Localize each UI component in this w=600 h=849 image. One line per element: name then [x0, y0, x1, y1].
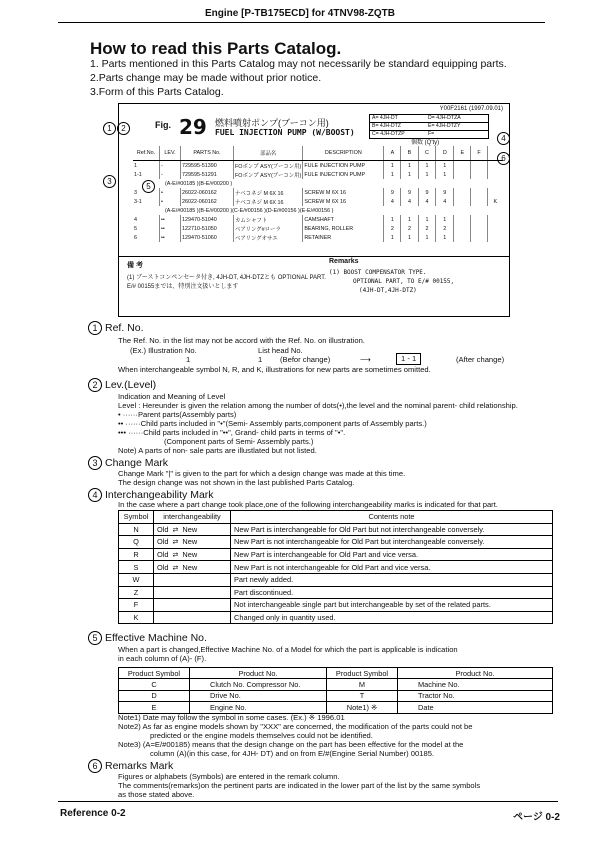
ic-content: Part discontinued. [231, 586, 553, 599]
ic-old: Old [157, 550, 169, 560]
parts-cell: 122710-51050 [181, 224, 234, 233]
exchange-arrow-icon: ⇄ [172, 552, 179, 560]
parts-cell [471, 188, 487, 197]
parts-cell: •• [160, 233, 181, 242]
parts-row [133, 170, 503, 179]
effective-machine-table [118, 667, 553, 714]
fig-label: Fig. [155, 120, 171, 130]
parts-cell: CAMSHAFT [303, 215, 384, 224]
parts-cell: FULE INJECTION PUMP [303, 170, 384, 179]
em-cell: Date [398, 702, 553, 713]
model-c: C= 4JH-DTZP [372, 131, 405, 137]
lev-note: Note) A parts of non- sale parts are illustlated but not listed. [118, 446, 317, 455]
exchange-arrow-icon: ⇄ [172, 526, 179, 534]
lev-l3: ••• ······Child parts included in "••", Grand- child parts in terms of "•". [118, 428, 346, 437]
ref-after-val: 1 - 1 [396, 353, 421, 365]
parts-cell: ベアリングオサエ [234, 233, 303, 242]
change-line-2: The design change was not shown in the last published Parts Catalog. [118, 478, 355, 487]
eff-note2a: Note2) As far as engine models shown by "XXX" are concerned, the modification of the parts could not be [118, 722, 473, 731]
parts-cell [471, 197, 487, 206]
ic-content: New Part is not interchangeable for Old Part and vice versa. [231, 561, 553, 574]
parts-cell: 26022-060162 [181, 197, 234, 206]
parts-row [133, 215, 503, 224]
ic-content: New Part is not interchangeable for Old Part but interchangeable conversely. [231, 536, 553, 549]
ic-symbol: F [119, 599, 154, 612]
col-jp-name: 部品名 [234, 146, 303, 161]
em-row [119, 679, 553, 690]
remarks-en-line-1: (1) BOOST COMPENSATOR TYPE. [329, 269, 427, 276]
eff-note3a: Note3) (A=E/#00185) means that the design change on the part has been effective for the model at the [118, 740, 464, 749]
section-change-mark [88, 456, 168, 470]
footer-page: ページ 0-2 [512, 812, 560, 823]
col-c: C [418, 146, 436, 161]
em-cell: Clutch No. Compressor No. [190, 679, 327, 690]
model-e: E= 4JH-DTZY [428, 123, 461, 129]
ic-symbol: K [119, 611, 154, 624]
em-cell: Drive No. [190, 690, 327, 701]
ic-mark [154, 536, 231, 549]
parts-cell: FOボンプ ASY(ブーコン用) [234, 161, 303, 171]
section-remarks-mark [88, 759, 173, 773]
col-description: DESCRIPTION [303, 146, 384, 161]
lev-l1: • ······Parent parts(Assembly parts) [118, 410, 237, 419]
section-4-num: 4 [88, 488, 102, 502]
remarks-jp-text: (1) ブーストコンペンセータ付き, 4JH-DT, 4JH-DTZとも OPTIONAL PART. E/# 00155までは、特別注文扱いとします [127, 275, 326, 290]
parts-cell [471, 170, 487, 179]
ic-symbol: Z [119, 586, 154, 599]
parts-row [133, 197, 503, 206]
callout-2: 2 [117, 122, 130, 135]
parts-cell: 1 [401, 170, 418, 179]
ic-mark [154, 573, 231, 586]
parts-cell: - [160, 161, 181, 171]
ic-symbol: S [119, 561, 154, 574]
parts-cell: ナベコネジ M 6X 16 [234, 197, 303, 206]
eff-note1: Note1) Date may follow the symbol in some cases. (Ex.) ※ 1996.01 [118, 713, 345, 722]
remarks-line-3: as those stated above. [118, 790, 195, 799]
ic-mark [154, 548, 231, 561]
catalog-header: Engine [P-TB175ECD] for 4TNV98-ZQTB [204, 8, 396, 19]
lev-l4: (Component parts of Semi- Assembly parts.) [164, 437, 314, 446]
remarks-en-title: Remarks [329, 258, 359, 265]
em-cell: Machine No. [398, 679, 553, 690]
parts-cell [454, 215, 471, 224]
parts-row [133, 179, 503, 188]
section-ref-no [88, 321, 144, 335]
parts-list-table [133, 146, 503, 242]
parts-cell: 1-1 [134, 171, 142, 178]
parts-cell [487, 233, 503, 242]
section-5-title: Effective Machine No. [105, 632, 207, 644]
ref-illus-val: 1 [186, 355, 191, 364]
parts-cell [454, 170, 471, 179]
parts-cell: SCREW M 6X 16 [303, 197, 384, 206]
parts-cell: 6 [134, 234, 137, 241]
ic-content: New Part is interchangeable for Old Part but not interchangeable conversely. [231, 523, 553, 536]
catalog-code: Y00F2161 (1997.09.01) [439, 106, 503, 112]
parts-cell: 729595-51291 [181, 170, 234, 179]
ic-content: New Part is interchangeable for Old Part and vice versa. [231, 548, 553, 561]
callout-1: 1 [103, 122, 116, 135]
ref-line-2: When interchangeable symbol N, R, and K, illustrations for new parts are sometimes omitted. [118, 365, 431, 374]
col-f: F [471, 146, 487, 161]
parts-list-header [133, 146, 503, 161]
ic-symbol: W [119, 573, 154, 586]
ic-row [119, 573, 553, 586]
col-refno: Ref.No. [133, 146, 160, 161]
parts-cell: K [487, 197, 503, 206]
parts-cell: • [160, 188, 181, 197]
col-lev: LEV. [160, 146, 181, 161]
em-col-product-2: Product No. [398, 668, 553, 679]
footer-rule [58, 801, 558, 802]
parts-cell: 129470-51060 [181, 233, 234, 242]
section-1-num: 1 [88, 321, 102, 335]
section-1-title: Ref. No. [105, 322, 144, 334]
parts-cell: カムシャフト [234, 215, 303, 224]
parts-cell: 4 [134, 216, 137, 223]
parts-cell [454, 197, 471, 206]
lev-l2: •• ······Child parts included in "•"(Semi- Assembly parts,component parts of Assembly parts.) [118, 419, 427, 428]
parts-cell: 4 [384, 197, 401, 206]
parts-row [133, 188, 503, 197]
ref-before: (Befor change) [280, 355, 331, 364]
parts-cell [487, 188, 503, 197]
remarks-line-1: Figures or alphabets (Symbols) are entered in the remark column. [118, 772, 340, 781]
parts-cell: 1 [418, 215, 436, 224]
ic-mark [154, 599, 231, 612]
em-cell: Note1) ※ [327, 702, 398, 713]
parts-cell: 1 [384, 215, 401, 224]
ic-symbol: Q [119, 536, 154, 549]
remarks-line-2: The comments(remarks)on the pertinent parts are indicated in the lower part of the list by the same symbols [118, 781, 481, 790]
ic-mark [154, 611, 231, 624]
remarks-jp-title: 備 考 [127, 262, 143, 269]
parts-cell: 1 [384, 233, 401, 242]
parts-cell: FULE INJECTION PUMP [303, 161, 384, 171]
section-6-title: Remarks Mark [105, 760, 174, 772]
ic-row [119, 586, 553, 599]
parts-cell [471, 224, 487, 233]
ic-col-inter: interchangeability [154, 511, 231, 524]
callout-4: 4 [497, 132, 510, 145]
col-b: B [401, 146, 418, 161]
section-5-num: 5 [88, 631, 102, 645]
parts-cell: 729595-51390 [181, 161, 234, 171]
section-3-num: 3 [88, 456, 102, 470]
eff-note2b: predicted or the engine models themselves could not be identified. [150, 731, 373, 740]
ic-row [119, 599, 553, 612]
section-level [88, 378, 156, 392]
em-cell: Tractor No. [398, 690, 553, 701]
parts-cell: 4 [418, 197, 436, 206]
ic-mark [154, 523, 231, 536]
parts-cell: 5 [134, 225, 137, 232]
parts-cell [487, 215, 503, 224]
parts-cell: RETAINER [303, 233, 384, 242]
parts-cell [454, 233, 471, 242]
parts-cell: •• [160, 215, 181, 224]
parts-cell: 1 [436, 170, 454, 179]
parts-cell: 9 [384, 188, 401, 197]
section-3-title: Change Mark [105, 457, 169, 469]
parts-cell: •• [160, 224, 181, 233]
ref-after: (After change) [456, 355, 505, 364]
parts-cell: 9 [401, 188, 418, 197]
remarks-en-text [329, 268, 507, 295]
model-b: B= 4JH-DTZ [372, 123, 401, 129]
em-row [119, 690, 553, 701]
effective-note-cell: (A-E/#00185 )(B-E/#00200 ) [165, 180, 233, 187]
ic-col-symbol: Symbol [119, 511, 154, 524]
parts-cell: 1 [436, 161, 454, 171]
em-cell: M [327, 679, 398, 690]
ic-header [119, 511, 553, 524]
ref-arrow: ⟶ [360, 355, 371, 364]
parts-cell: 1 [384, 170, 401, 179]
col-d: D [436, 146, 454, 161]
ic-row [119, 611, 553, 624]
ic-old: Old [157, 562, 169, 572]
em-cell: C [119, 679, 190, 690]
em-cell: Engine No. [190, 702, 327, 713]
parts-cell: 2 [436, 224, 454, 233]
change-line-1: Change Mark "|" is given to the part for which a design change was made at this time. [118, 469, 406, 478]
jp-title: 燃料噴射ポンプ(ブーコン用) [215, 118, 329, 128]
remarks-en-line-2: OPTIONAL PART, TO E/# 00155, [353, 278, 455, 285]
ic-content: Not interchangeable single part but interchangeable by set of the related parts. [231, 599, 553, 612]
ic-row [119, 523, 553, 536]
effective-note-cell: (A-E/#00185 )(B-E/#00200 )(C-E/#00156 )(D-E/#00156 )(E-E/#00156 ) [165, 207, 334, 214]
ic-content: Changed only in quantity used. [231, 611, 553, 624]
ic-col-contents: Contents note [231, 511, 553, 524]
ref-list-head: List head No. [258, 346, 303, 355]
parts-cell [487, 224, 503, 233]
ic-symbol: N [119, 523, 154, 536]
parts-cell: 1 [418, 170, 436, 179]
section-6-num: 6 [88, 759, 102, 773]
em-col-symbol-1: Product Symbol [119, 668, 190, 679]
parts-cell: 2 [384, 224, 401, 233]
ic-old: Old [157, 524, 169, 534]
section-4-title: Interchangeability Mark [105, 489, 214, 501]
ic-content: Part newly added. [231, 573, 553, 586]
em-row [119, 702, 553, 713]
parts-cell: 1 [401, 215, 418, 224]
parts-cell: 26022-060162 [181, 188, 234, 197]
parts-cell: BEARING, ROLLER [303, 224, 384, 233]
parts-cell [487, 170, 503, 179]
parts-cell [454, 224, 471, 233]
em-header [119, 668, 553, 679]
parts-cell: 1 [436, 215, 454, 224]
lev-line-2: Level : Hereunder is given the relation among the number of dots(•),the level and the nominal parent- child relationship. [118, 401, 518, 410]
qty-label: 個数 (Q'ty) [411, 140, 440, 146]
parts-cell: 1 [436, 233, 454, 242]
sample-catalog-page [118, 103, 510, 317]
ic-new: New [182, 562, 198, 572]
model-f: F= [428, 131, 435, 137]
inter-line-1: In the case where a part change took place,one of the following interchangeability marks is indicated for that part. [118, 500, 498, 509]
callout-3: 3 [103, 175, 116, 188]
parts-cell: 4 [436, 197, 454, 206]
parts-cell: 1 [134, 162, 137, 169]
parts-cell [454, 161, 471, 171]
en-title: FUEL INJECTION PUMP (W/BOOST) [215, 128, 355, 137]
parts-row [133, 161, 503, 171]
ic-new: New [182, 537, 198, 547]
parts-cell: 1 [401, 161, 418, 171]
lev-line-1: Indication and Meaning of Level [118, 392, 226, 401]
parts-cell: FOボンプ ASY(ブーコン用) [234, 170, 303, 179]
parts-cell: SCREW M 6X 16 [303, 188, 384, 197]
parts-cell: 1 [384, 161, 401, 171]
ic-row [119, 548, 553, 561]
em-col-symbol-2: Product Symbol [327, 668, 398, 679]
em-cell: T [327, 690, 398, 701]
em-cell: E [119, 702, 190, 713]
parts-row [133, 224, 503, 233]
page-title: How to read this Parts Catalog. [90, 39, 342, 58]
parts-cell: - [160, 170, 181, 179]
footer-reference: Reference 0-2 [60, 808, 126, 819]
exchange-arrow-icon: ⇄ [172, 539, 179, 547]
model-d: D= 4JH-DTZA [428, 115, 461, 121]
parts-cell [471, 215, 487, 224]
eff-note3b: column (A)(in this case, for 4JH- DT) and on from E/#(Engine Serial Number) 00185. [150, 749, 435, 758]
em-cell: D [119, 690, 190, 701]
model-legend [369, 114, 489, 139]
intro-item-3: 3.Form of this Parts Catalog. [90, 86, 224, 98]
model-a: A= 4JH-DT [372, 115, 398, 121]
parts-cell: ナベコネジ M 6X 16 [234, 188, 303, 197]
header-rule [58, 22, 545, 23]
col-a: A [384, 146, 401, 161]
em-col-product-1: Product No. [190, 668, 327, 679]
eff-line-2: in each column of (A)- (F). [118, 654, 207, 663]
ic-row [119, 561, 553, 574]
parts-cell: 1 [418, 161, 436, 171]
parts-cell [454, 188, 471, 197]
interchangeability-table [118, 510, 553, 624]
parts-cell: • [160, 197, 181, 206]
parts-cell: 2 [418, 224, 436, 233]
parts-cell [471, 161, 487, 171]
intro-item-2: 2.Parts change may be made without prior notice. [90, 72, 322, 84]
parts-cell: 9 [418, 188, 436, 197]
ic-new: New [182, 550, 198, 560]
ref-line-1: The Ref. No. in the list may not be accord with the Ref. No. on illustration. [118, 336, 365, 345]
ic-row [119, 536, 553, 549]
intro-item-1: 1. Parts mentioned in this Parts Catalog may not necessarily be standard equipping parts. [90, 58, 507, 70]
callout-6: 6 [497, 152, 510, 165]
parts-cell: 9 [436, 188, 454, 197]
ref-list-val: 1 [258, 355, 263, 364]
ic-old: Old [157, 537, 169, 547]
ic-mark [154, 561, 231, 574]
ref-ex: (Ex.) Illustration No. [130, 346, 197, 355]
parts-cell [471, 233, 487, 242]
parts-row [133, 233, 503, 242]
col-e: E [454, 146, 471, 161]
parts-cell: 1 [418, 233, 436, 242]
parts-cell: 4 [401, 197, 418, 206]
parts-cell: 1 [401, 233, 418, 242]
eff-line-1: When a part is changed,Effective Machine No. of a Model for which the part is applicable is indication [118, 645, 458, 654]
parts-cell: ベアリング#ローラ [234, 224, 303, 233]
parts-cell: 129470-51040 [181, 215, 234, 224]
section-2-title: Lev.(Level) [105, 379, 157, 391]
ic-mark [154, 586, 231, 599]
ic-new: New [182, 524, 198, 534]
parts-cell: 3 [134, 189, 137, 196]
section-effective-machine [88, 631, 207, 645]
parts-cell: 2 [401, 224, 418, 233]
fig-number: 29 [179, 115, 207, 139]
remarks-en-line-3: (4JH-DT,4JH-DTZ) [359, 287, 417, 294]
col-partsno: PARTS No. [181, 146, 234, 161]
parts-row [133, 206, 503, 215]
section-2-num: 2 [88, 378, 102, 392]
callout-5: 5 [142, 180, 155, 193]
ic-symbol: R [119, 548, 154, 561]
parts-cell: 3-1 [134, 198, 142, 205]
exchange-arrow-icon: ⇄ [172, 564, 179, 572]
